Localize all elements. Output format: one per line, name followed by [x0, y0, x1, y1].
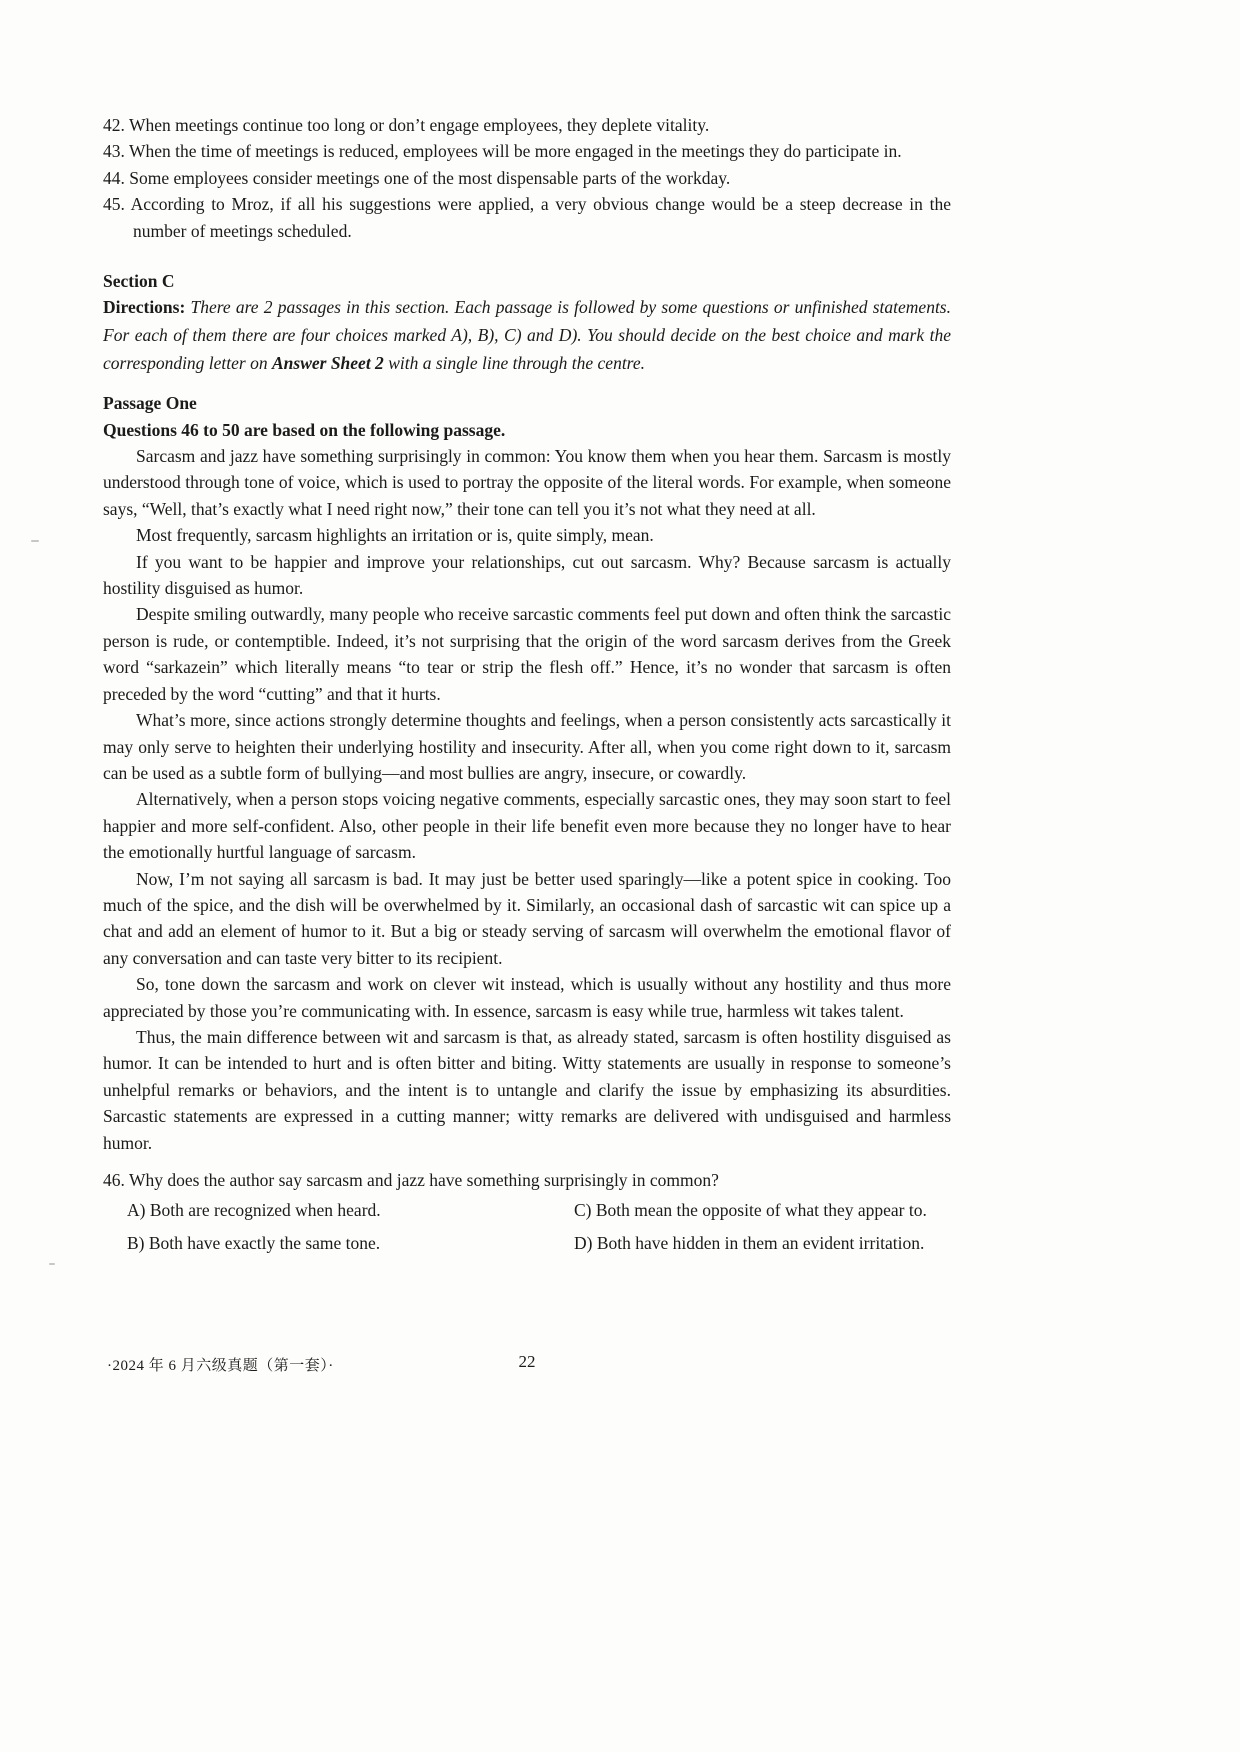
option-a-text: Both are recognized when heard. — [149, 1200, 381, 1221]
question-number: 46. — [103, 1170, 125, 1190]
statement-45 — [103, 191, 951, 244]
passage-paragraph-3: If you want to be happier and improve your relationships, cut out sarcasm. Why? Because sarcasm is actually hostility disguised as humor. — [103, 551, 951, 599]
option-b-text: Both have exactly the same tone. — [148, 1233, 381, 1254]
statement-44 — [103, 165, 951, 191]
option-d-text: Both have hidden in them an evident irritation. — [596, 1233, 925, 1254]
footer-exam-caption: ·2024 年 6 月六级真题（第一套）· — [107, 1358, 334, 1374]
statement-text: When meetings continue too long or don’t engage employees, they deplete vitality. — [128, 115, 710, 135]
passage-one-intro: Questions 46 to 50 are based on the following passage. — [103, 419, 506, 440]
question-text: Why does the author say sarcasm and jazz have something surprisingly in common? — [128, 1170, 719, 1190]
question-46 — [103, 1167, 951, 1258]
statements-42-45 — [103, 112, 951, 244]
passage-paragraph-4: Despite smiling outwardly, many people who receive sarcastic comments feel put down and often think the sarcastic person is rude, or contemptible. Indeed, it’s not surprising that the origin of the word sarcasm derives from the Greek word “sarkazein” which literally means “to tear or strip the flesh off.” Hence, it’s no wonder that sarcasm is often preceded by the word “cutting” and that it hurts. — [103, 604, 951, 704]
option-c — [574, 1196, 951, 1225]
statement-43 — [103, 138, 951, 164]
statement-number: 45. — [103, 194, 125, 215]
passage-paragraph-5: What’s more, since actions strongly determine thoughts and feelings, when a person consistently acts sarcastically it may only serve to heighten their underlying hostility and insecurity. After all, when you come right down to it, sarcasm can be used as a subtle form of bullying—and most bullies are angry, insecure, or cowardly. — [103, 710, 951, 783]
option-c-label: C) — [574, 1200, 592, 1221]
passage-one-heading: Passage One — [103, 393, 197, 414]
option-d — [574, 1229, 951, 1258]
passage-paragraph-6: Alternatively, when a person stops voicing negative comments, especially sarcastic ones, they may soon start to feel happier and more self-confident. Also, other people in their life benefit even more because they no longer have to hear the emotionally hurtful language of sarcasm. — [103, 789, 951, 863]
question-46-stem — [103, 1167, 951, 1193]
page-footer — [103, 1352, 951, 1376]
option-d-label: D) — [574, 1233, 593, 1254]
section-c-heading: Section C — [103, 271, 175, 292]
scan-artifact — [49, 1263, 55, 1265]
statement-42 — [103, 112, 951, 138]
page-number: 22 — [518, 1352, 536, 1371]
passage-paragraph-9: Thus, the main difference between wit and sarcasm is that, as already stated, sarcasm is often hostility disguised as humor. It can be intended to hurt and is often bitter and biting. Witty statements are usually in response to someone’s unhelpful remarks or behaviors, and the intent is to untangle and clarify the issue by emphasizing its absurdities. Sarcastic statements are expressed in a cutting manner; witty remarks are delivered with undisguised and harmless humor. — [103, 1026, 951, 1153]
page-content — [103, 112, 951, 1258]
directions-label: Directions: — [103, 297, 186, 318]
statement-text: When the time of meetings is reduced, employees will be more engaged in the meetings they do participate in. — [128, 141, 902, 162]
option-c-text: Both mean the opposite of what they appear to. — [595, 1200, 927, 1221]
directions-tail: with a single line through the centre. — [388, 352, 645, 373]
passage-paragraph-1: Sarcasm and jazz have something surprisingly in common: You know them when you hear them. Sarcasm is mostly understood through tone of voice, which is used to portray the opposite of the literal words. For example, when someone says, “Well, that’s exactly what I need right now,” their tone can tell you it’s not what they need at all. — [103, 446, 951, 519]
directions — [103, 294, 951, 377]
option-a — [127, 1196, 574, 1225]
question-46-options — [103, 1196, 951, 1258]
statement-number: 44. — [103, 167, 125, 188]
passage-one — [103, 390, 951, 1156]
passage-paragraph-8: So, tone down the sarcasm and work on clever wit instead, which is usually without any hostility and thus more appreciated by those you’re communicating with. In essence, sarcasm is easy while true, harmless wit takes talent. — [103, 974, 951, 1021]
statement-text: According to Mroz, if all his suggestions were applied, a very obvious change would be a steep decrease in the number of meetings scheduled. — [130, 194, 951, 241]
statement-text: Some employees consider meetings one of the most dispensable parts of the workday. — [129, 167, 731, 188]
statement-number: 43. — [103, 141, 125, 162]
passage-paragraph-7: Now, I’m not saying all sarcasm is bad. It may just be better used sparingly—like a potent spice in cooking. Too much of the spice, and the dish will be overwhelmed by it. Similarly, an occasional dash of sarcastic wit can spice up a chat and add an element of humor to it. But a big or steady serving of sarcasm will overwhelm the emotional flavor of any conversation and can taste very bitter to its recipient. — [103, 868, 951, 968]
option-b-label: B) — [127, 1233, 145, 1254]
option-a-label: A) — [127, 1200, 146, 1221]
option-b — [127, 1229, 574, 1258]
answer-sheet-reference: Answer Sheet 2 — [271, 352, 384, 373]
passage-paragraph-2: Most frequently, sarcasm highlights an irritation or is, quite simply, mean. — [136, 525, 654, 546]
section-c — [103, 268, 951, 377]
directions-text: There are 2 passages in this section. Each passage is followed by some questions or unfinished statements. For each of them there are four choices marked A), B), C) and D). You should decide on the best choice and mark the corresponding letter on — [103, 297, 951, 373]
statement-number: 42. — [103, 115, 125, 135]
scan-artifact — [31, 540, 39, 542]
